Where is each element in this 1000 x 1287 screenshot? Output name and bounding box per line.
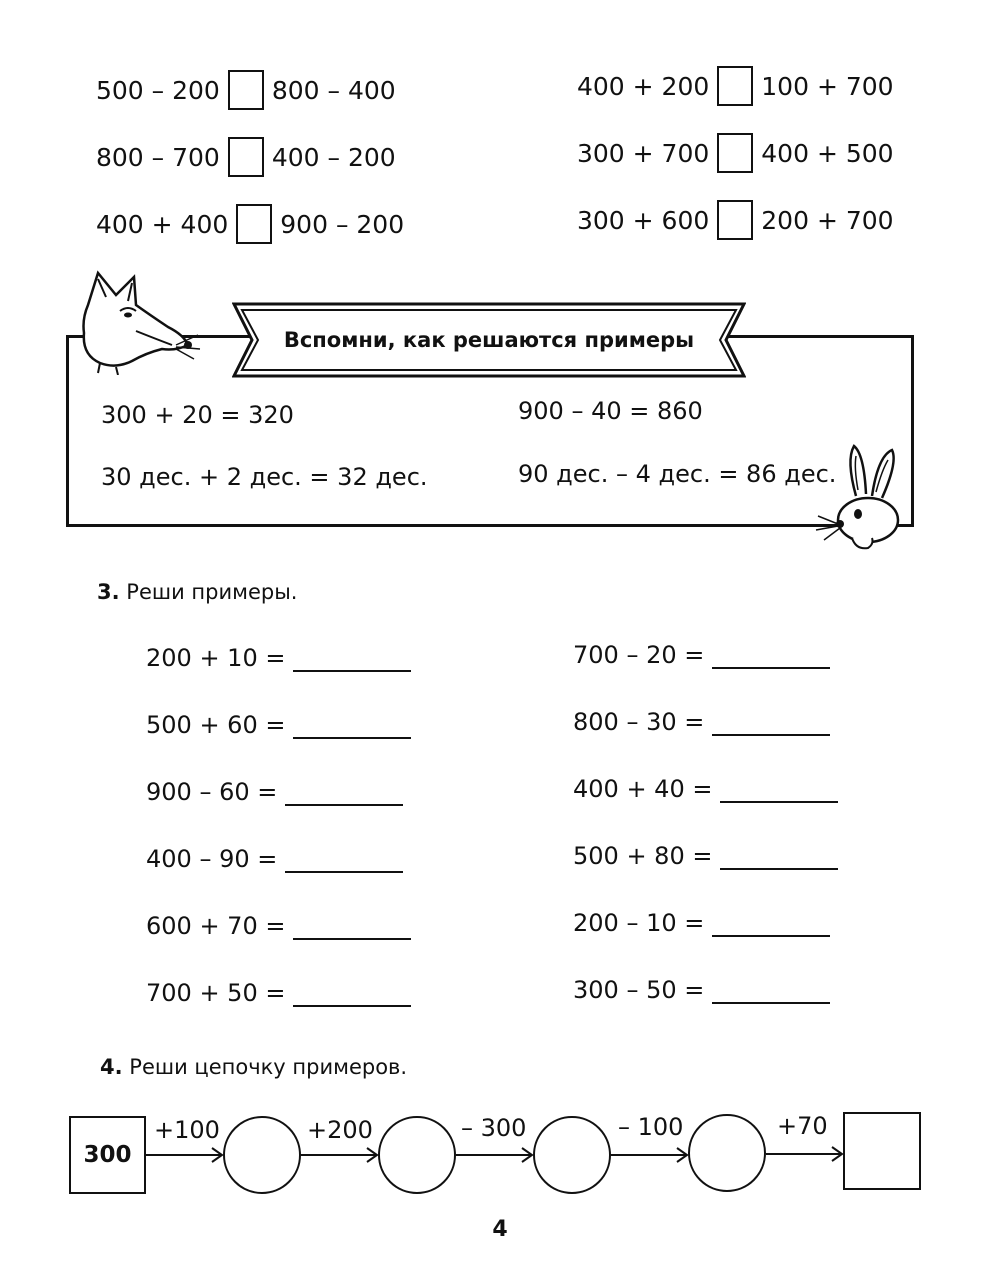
rule-example: 90 дес. – 4 дес. = 86 дес. — [518, 460, 837, 488]
compare-row — [96, 137, 396, 177]
exercise — [146, 644, 411, 672]
task-text: Реши примеры. — [126, 580, 298, 604]
exercise — [146, 778, 403, 806]
compare-right-expr: 400 + 500 — [761, 138, 894, 168]
exercise-expr: 500 + 80 = — [573, 842, 713, 870]
fox-illustration — [76, 265, 206, 375]
task-4-title — [100, 1055, 407, 1079]
compare-left-expr: 500 – 200 — [96, 75, 220, 105]
compare-answer-box[interactable] — [717, 66, 753, 106]
exercise-expr: 600 + 70 = — [146, 912, 286, 940]
compare-row — [577, 200, 894, 240]
compare-row — [96, 70, 396, 110]
chain-end-box[interactable] — [843, 1112, 921, 1190]
rule-example: 30 дес. + 2 дес. = 32 дес. — [101, 463, 428, 491]
exercise-expr: 500 + 60 = — [146, 711, 286, 739]
compare-answer-box[interactable] — [236, 204, 272, 244]
answer-line[interactable] — [712, 714, 830, 736]
compare-answer-box[interactable] — [228, 137, 264, 177]
exercise-expr: 300 – 50 = — [573, 976, 705, 1004]
chain-answer-circle[interactable] — [533, 1116, 611, 1194]
answer-line[interactable] — [712, 982, 830, 1004]
chain-answer-circle[interactable] — [378, 1116, 456, 1194]
exercise — [146, 845, 403, 873]
exercise — [573, 641, 830, 669]
compare-right-expr: 100 + 700 — [761, 71, 894, 101]
answer-line[interactable] — [712, 647, 830, 669]
task-3-title — [97, 580, 297, 604]
compare-row — [577, 66, 894, 106]
answer-line[interactable] — [720, 781, 838, 803]
answer-line[interactable] — [720, 848, 838, 870]
exercise-expr: 700 – 20 = — [573, 641, 705, 669]
compare-right-expr: 800 – 400 — [271, 75, 396, 105]
exercise-expr: 700 + 50 = — [146, 979, 286, 1007]
compare-answer-box[interactable] — [228, 70, 264, 110]
exercise — [573, 976, 830, 1004]
answer-line[interactable] — [285, 851, 403, 873]
compare-left-expr: 800 – 700 — [96, 142, 220, 172]
exercise-expr: 800 – 30 = — [573, 708, 705, 736]
rule-banner-title: Вспомни, как решаются примеры — [283, 328, 695, 352]
task-text: Реши цепочку примеров. — [129, 1055, 408, 1079]
exercise — [573, 842, 838, 870]
compare-right-expr: 400 – 200 — [271, 142, 396, 172]
page-number: 4 — [492, 1217, 508, 1242]
exercise — [573, 909, 830, 937]
exercise-expr: 400 + 40 = — [573, 775, 713, 803]
chain-step-label: +200 — [307, 1116, 373, 1144]
exercise-expr: 200 – 10 = — [573, 909, 705, 937]
chain-step-label: – 300 — [461, 1114, 527, 1142]
exercise-expr: 900 – 60 = — [146, 778, 278, 806]
compare-left-expr: 400 + 400 — [96, 209, 229, 239]
exercise-expr: 400 – 90 = — [146, 845, 278, 873]
exercise — [573, 775, 838, 803]
chain-step-label: +70 — [777, 1112, 828, 1140]
task-number: 3. — [97, 580, 120, 604]
compare-right-expr: 900 – 200 — [280, 209, 405, 239]
exercise — [146, 979, 411, 1007]
exercise — [146, 912, 411, 940]
chain-answer-circle[interactable] — [223, 1116, 301, 1194]
compare-row — [577, 133, 894, 173]
rule-example: 900 – 40 = 860 — [518, 397, 703, 425]
chain-step-label: – 100 — [618, 1113, 684, 1141]
answer-line[interactable] — [293, 985, 411, 1007]
chain-step-label: +100 — [154, 1116, 220, 1144]
exercise-expr: 200 + 10 = — [146, 644, 286, 672]
exercise — [146, 711, 411, 739]
exercise — [573, 708, 830, 736]
answer-line[interactable] — [293, 717, 411, 739]
answer-line[interactable] — [285, 784, 403, 806]
task-number: 4. — [100, 1055, 123, 1079]
compare-left-expr: 300 + 700 — [577, 138, 710, 168]
answer-line[interactable] — [712, 915, 830, 937]
answer-line[interactable] — [293, 650, 411, 672]
compare-answer-box[interactable] — [717, 200, 753, 240]
chain-start-box: 300 — [69, 1116, 146, 1194]
chain-answer-circle[interactable] — [688, 1114, 766, 1192]
compare-left-expr: 300 + 600 — [577, 205, 710, 235]
bunny-illustration — [812, 440, 912, 558]
compare-row — [96, 204, 404, 244]
compare-answer-box[interactable] — [717, 133, 753, 173]
compare-right-expr: 200 + 700 — [761, 205, 894, 235]
compare-left-expr: 400 + 200 — [577, 71, 710, 101]
answer-line[interactable] — [293, 918, 411, 940]
rule-example: 300 + 20 = 320 — [101, 401, 294, 429]
